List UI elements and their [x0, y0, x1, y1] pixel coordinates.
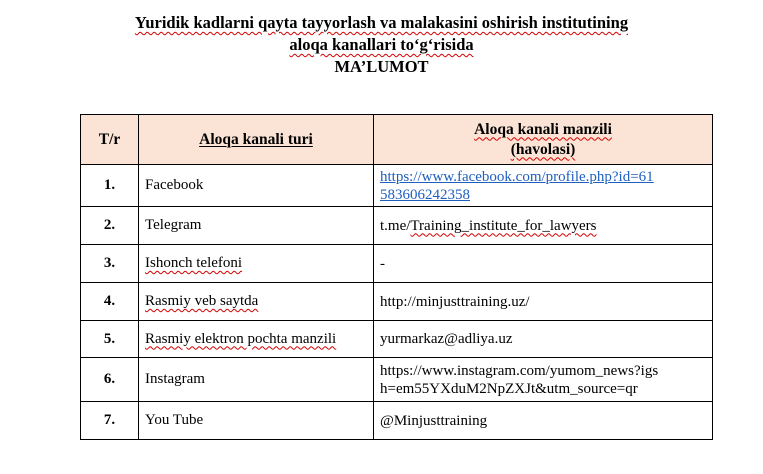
row-channel-type-text: Rasmiy veb saytda: [145, 293, 259, 309]
instagram-address-line-2[interactable]: h=em55YXduM2NpZXJt&utm_source=qr: [380, 380, 638, 397]
contact-channels-table: [80, 114, 713, 440]
row-channel-type-text: Ishonch telefoni: [145, 255, 243, 271]
trust-phone-address: -: [374, 245, 713, 283]
row-channel-type: [139, 245, 374, 283]
instagram-address[interactable]: [374, 358, 713, 402]
facebook-link-line-1[interactable]: https://www.facebook.com/profile.php?id=61: [380, 168, 654, 185]
row-number: 6.: [81, 358, 139, 402]
row-channel-type: [139, 283, 374, 321]
row-channel-type: Instagram: [139, 358, 374, 402]
title-line-3: MA’LUMOT: [334, 57, 429, 76]
telegram-address: [374, 207, 713, 245]
row-number: 1.: [81, 165, 139, 207]
table-header-row: [81, 115, 713, 165]
table-row: [81, 207, 713, 245]
website-address[interactable]: http://minjusttraining.uz/: [374, 283, 713, 321]
email-address[interactable]: yurmarkaz@adliya.uz: [374, 321, 713, 358]
title-line-1: [0, 12, 763, 34]
facebook-link[interactable]: [374, 165, 713, 207]
row-number: 3.: [81, 245, 139, 283]
instagram-address-line-1[interactable]: https://www.instagram.com/yumom_news?igs: [380, 362, 659, 379]
title-line-2-text: aloqa kanallari to‘g‘risida: [289, 35, 474, 54]
row-channel-type: Facebook: [139, 165, 374, 207]
row-number: 5.: [81, 321, 139, 358]
table-row: [81, 358, 713, 402]
row-number: 7.: [81, 402, 139, 440]
telegram-address-prefix: t.me/: [380, 217, 411, 234]
youtube-address: @Minjusttraining: [374, 402, 713, 440]
table-row: [81, 402, 713, 440]
table-row: [81, 283, 713, 321]
row-channel-type: Telegram: [139, 207, 374, 245]
table-row: [81, 245, 713, 283]
row-number: 4.: [81, 283, 139, 321]
header-channel-type: [139, 115, 374, 165]
header-channel-type-text: Aloqa kanali turi: [199, 130, 313, 148]
facebook-link-line-2[interactable]: 583606242358: [380, 186, 470, 203]
document-title: [0, 12, 763, 78]
title-line-2: [0, 34, 763, 56]
header-address-line-2: (havolasi): [510, 140, 576, 158]
row-number: 2.: [81, 207, 139, 245]
header-address-line-1: Aloqa kanali manzili: [474, 120, 612, 138]
telegram-address-handle: Training_institute_for_lawyers: [410, 217, 597, 234]
title-line-1-text: Yuridik kadlarni qayta tayyorlash va malakasini oshirish institutining: [134, 13, 629, 32]
row-channel-type: You Tube: [139, 402, 374, 440]
header-number: T/r: [81, 115, 139, 165]
header-channel-address: [374, 115, 713, 165]
row-channel-type-text: Rasmiy elektron pochta manzili: [145, 330, 337, 347]
table-row: [81, 321, 713, 358]
row-channel-type: [139, 321, 374, 358]
table-row: [81, 165, 713, 207]
